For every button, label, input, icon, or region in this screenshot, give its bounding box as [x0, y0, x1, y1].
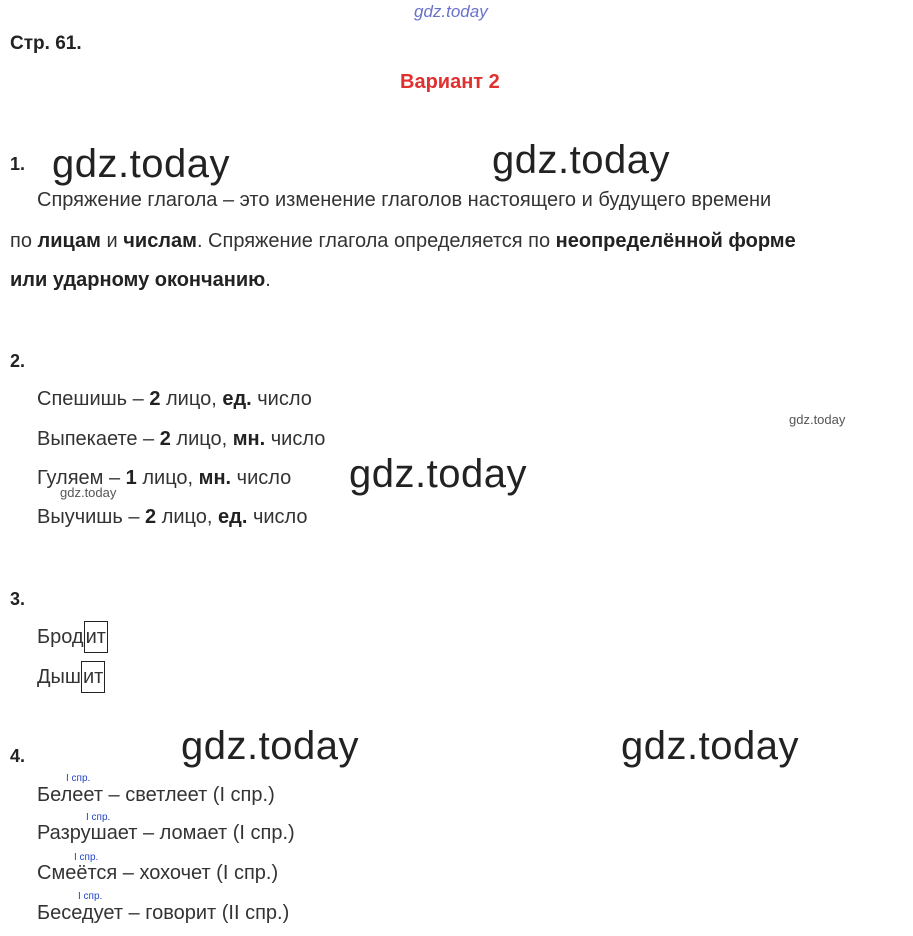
watermark-large: gdz.today — [492, 138, 670, 182]
number-kind: ед. — [218, 506, 248, 528]
bold-term: лицам — [37, 230, 101, 252]
task2-row — [37, 428, 325, 451]
text: число — [231, 467, 292, 489]
task3-row — [37, 621, 108, 653]
text: Спряжение глагола – это изменение глаголов настоящего и будущего времени — [37, 189, 772, 211]
person: 2 — [159, 428, 171, 450]
word-stem: Брод — [37, 626, 84, 648]
task4-row: Разрушает – ломает (I спр.) — [37, 822, 295, 844]
watermark-small: gdz.today — [789, 412, 846, 427]
task2-row — [37, 467, 291, 490]
conjugation-note: I спр. — [78, 891, 103, 902]
word: Спешишь – — [37, 388, 150, 410]
word-stem: Дыш — [37, 666, 81, 688]
bold-term: или ударному окончанию — [10, 269, 266, 291]
conjugation-note: I спр. — [66, 773, 91, 784]
task4-row: Беседует – говорит (II спр.) — [37, 902, 290, 924]
text: число — [247, 506, 308, 528]
task1-line-3 — [10, 269, 271, 292]
task2-row — [37, 388, 312, 411]
page-ref: Стр. 61. — [10, 33, 82, 54]
watermark-top: gdz.today — [414, 2, 488, 21]
ending-box: ит — [84, 621, 108, 653]
person: 1 — [125, 467, 137, 489]
ending-box: ит — [81, 661, 105, 693]
task-number: 4. — [10, 746, 26, 766]
task4-row: Белеет – светлеет (I спр.) — [37, 784, 275, 806]
task2-row — [37, 506, 308, 529]
task4-row: Смеётся – хохочет (I спр.) — [37, 862, 279, 884]
number-kind: мн. — [232, 428, 266, 450]
conjugation-note: I спр. — [74, 852, 99, 863]
text: число — [265, 428, 326, 450]
text: число — [251, 388, 312, 410]
task3-row — [37, 661, 105, 693]
text: лицо, — [156, 506, 219, 528]
text: лицо, — [160, 388, 223, 410]
task-number: 1. — [10, 154, 26, 174]
word: Гуляем – — [37, 467, 126, 489]
text: . — [265, 269, 271, 291]
conjugation-note: I спр. — [86, 812, 111, 823]
bold-term: неопределённой форме — [555, 230, 796, 252]
watermark-large: gdz.today — [621, 724, 799, 768]
text: лицо, — [170, 428, 233, 450]
text: по — [10, 230, 38, 252]
task-number: 3. — [10, 589, 26, 609]
watermark-large: gdz.today — [349, 452, 527, 496]
text: и — [100, 230, 124, 252]
watermark-small: gdz.today — [60, 485, 117, 500]
bold-term: числам — [123, 230, 197, 252]
watermark-large: gdz.today — [181, 724, 359, 768]
person: 2 — [149, 388, 161, 410]
task-number: 2. — [10, 351, 26, 371]
task1-line-2 — [10, 230, 796, 253]
task1-line-1 — [37, 189, 771, 212]
word: Выпекаете – — [37, 428, 160, 450]
word: Выучишь – — [37, 506, 146, 528]
number-kind: ед. — [222, 388, 252, 410]
text: . Спряжение глагола определяется по — [196, 230, 556, 252]
person: 2 — [145, 506, 157, 528]
watermark-large: gdz.today — [52, 142, 230, 186]
text: лицо, — [136, 467, 199, 489]
number-kind: мн. — [198, 467, 232, 489]
variant-title: Вариант 2 — [400, 71, 500, 93]
